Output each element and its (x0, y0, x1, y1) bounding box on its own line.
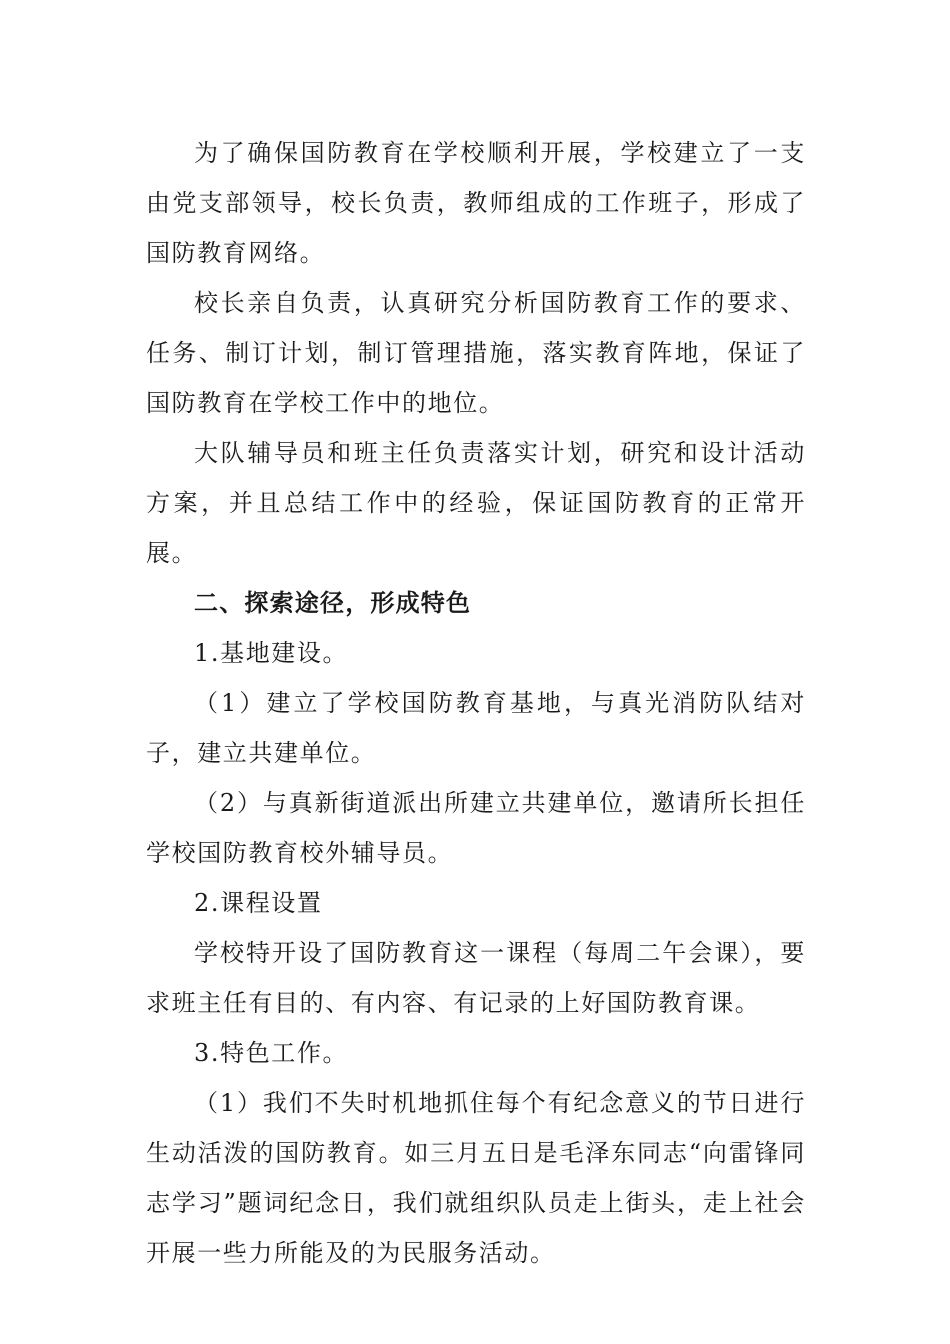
paragraph-base-item-2: （2）与真新街道派出所建立共建单位，邀请所长担任学校国防教育校外辅导员。 (146, 789, 806, 867)
paragraph-counselor-responsibility: 大队辅导员和班主任负责落实计划，研究和设计活动方案，并且总结工作中的经验，保证国防教育的正常开展。 (146, 439, 806, 567)
paragraph-leadership-team: 为了确保国防教育在学校顺利开展，学校建立了一支由党支部领导，校长负责，教师组成的工作班子，形成了国防教育网络。 (146, 139, 806, 267)
section-heading-2: 二、探索途径，形成特色 (194, 589, 472, 617)
paragraph-special-work-item-1: （1）我们不失时机地抓住每个有纪念意义的节日进行生动活泼的国防教育。如三月五日是毛泽东同志“向雷锋同志学习”题词纪念日，我们就组织队员走上街头，走上社会开展一些力所能及的为民服务活动。 (146, 1089, 806, 1267)
subsection-special-work: 3.特色工作。 (194, 1039, 349, 1067)
document-body (146, 128, 806, 1278)
paragraph-principal-responsibility: 校长亲自负责，认真研究分析国防教育工作的要求、任务、制订计划，制订管理措施，落实教育阵地，保证了国防教育在学校工作中的地位。 (146, 289, 806, 417)
paragraph-base-item-1: （1）建立了学校国防教育基地，与真光消防队结对子，建立共建单位。 (146, 689, 806, 767)
paragraph-curriculum: 学校特开设了国防教育这一课程（每周二午会课），要求班主任有目的、有内容、有记录的上好国防教育课。 (146, 939, 806, 1017)
subsection-base-construction: 1.基地建设。 (194, 639, 349, 667)
subsection-curriculum: 2.课程设置 (194, 889, 323, 917)
